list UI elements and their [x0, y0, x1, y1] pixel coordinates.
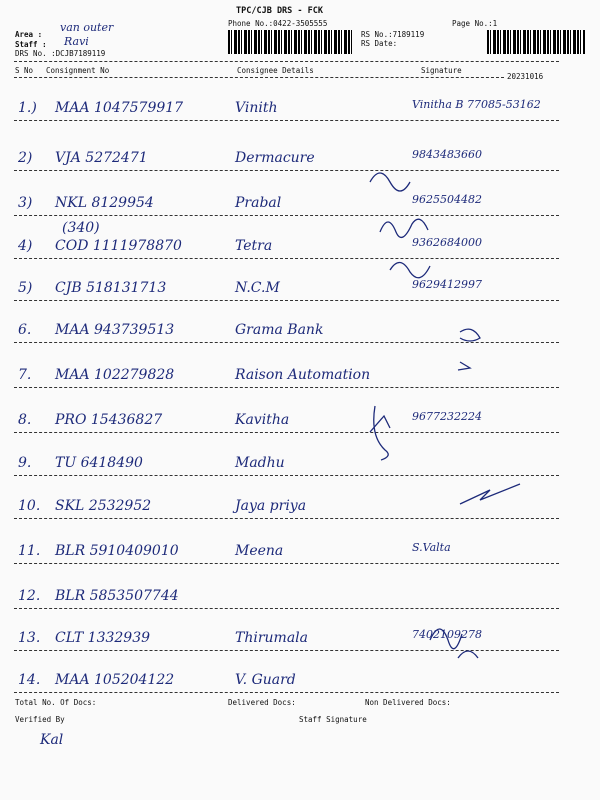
- consignment-number: TU 6418490: [55, 455, 143, 471]
- signature-note: Vinitha B 77085-53162: [412, 98, 541, 111]
- consignment-number: MAA 105204122: [55, 672, 175, 688]
- row-number: 12.: [18, 588, 41, 604]
- consignee-name: Thirumala: [235, 630, 308, 646]
- area-label: Area :: [15, 30, 43, 39]
- consignment-number: BLR 5853507744: [55, 588, 179, 604]
- consignee-name: Raison Automation: [235, 367, 371, 383]
- row-number: 10.: [18, 498, 41, 514]
- row-divider: [14, 692, 559, 693]
- staff-label: Staff :: [15, 40, 47, 49]
- consignee-name: Kavitha: [235, 412, 290, 428]
- page-number: Page No.:1: [452, 19, 498, 28]
- consignment-number: VJA 5272471: [55, 150, 148, 166]
- consignee-name: Grama Bank: [235, 322, 324, 338]
- row-number: 4): [18, 238, 33, 254]
- col-sno: S No: [15, 66, 34, 75]
- row-number: 3): [18, 195, 33, 211]
- area-handwritten: van outer: [60, 21, 114, 34]
- consignee-name: Meena: [235, 543, 284, 559]
- column-divider: [14, 77, 504, 78]
- signature-note: 9625504482: [412, 193, 482, 206]
- col-consignment: Consignment No: [46, 66, 110, 75]
- consignee-name: N.C.M: [235, 280, 280, 296]
- consignment-number: SKL 2532952: [55, 498, 152, 514]
- consignee-name: Vinith: [235, 100, 278, 116]
- signature-note: 9629412997: [412, 278, 482, 291]
- consignment-number: MAA 943739513: [55, 322, 175, 338]
- rs-date: RS Date:: [361, 39, 398, 48]
- row-number: 8.: [18, 412, 32, 428]
- consignment-number: BLR 5910409010: [55, 543, 179, 559]
- row-number: 9.: [18, 455, 32, 471]
- total-docs: Total No. Of Docs:: [15, 698, 97, 707]
- consignment-number: COD 1111978870: [55, 238, 182, 254]
- non-delivered-docs: Non Delivered Docs:: [365, 698, 451, 707]
- signature-note: 7402109278: [412, 628, 482, 641]
- signature-note: 9843483660: [412, 148, 482, 161]
- consignee-name: Tetra: [235, 238, 273, 254]
- verifier-signature: Kal: [40, 732, 64, 748]
- consignee-name: Madhu: [235, 455, 285, 471]
- row-number: 1.): [18, 100, 37, 116]
- consignment-number: MAA 1047579917: [55, 100, 184, 116]
- amount-note: (340): [62, 220, 100, 236]
- consignment-number: MAA 102279828: [55, 367, 175, 383]
- row-divider: [14, 120, 559, 121]
- rs-barcode: [487, 30, 585, 54]
- signature-note: S.Valta: [412, 541, 451, 554]
- row-number: 14.: [18, 672, 41, 688]
- header-divider: [14, 61, 559, 62]
- row-number: 2): [18, 150, 33, 166]
- date-stamp: 20231016: [507, 72, 544, 81]
- consignment-number: PRO 15436827: [55, 412, 163, 428]
- consignment-number: CLT 1332939: [55, 630, 151, 646]
- consignee-name: Jaya priya: [235, 498, 307, 514]
- row-number: 13.: [18, 630, 41, 646]
- row-number: 11.: [18, 543, 41, 559]
- rs-number: RS No.:7189119: [361, 30, 425, 39]
- row-number: 6.: [18, 322, 32, 338]
- drs-number: DRS No. :DCJB7189119: [15, 49, 106, 58]
- row-number: 5): [18, 280, 33, 296]
- consignment-number: CJB 518131713: [55, 280, 167, 296]
- col-signature: Signature: [421, 66, 462, 75]
- staff-handwritten: Ravi: [64, 35, 89, 48]
- staff-signature: Staff Signature: [299, 715, 367, 724]
- consignee-name: Dermacure: [235, 150, 315, 166]
- consignee-name: Prabal: [235, 195, 282, 211]
- verified-by: Verified By: [15, 715, 65, 724]
- row-number: 7.: [18, 367, 32, 383]
- signature-marks: [360, 170, 560, 670]
- consignment-number: NKL 8129954: [55, 195, 154, 211]
- document-title: TPC/CJB DRS - FCK: [236, 6, 323, 16]
- delivered-docs: Delivered Docs:: [228, 698, 296, 707]
- col-consignee: Consignee Details: [237, 66, 314, 75]
- consignee-name: V. Guard: [235, 672, 296, 688]
- drs-barcode: [228, 30, 352, 54]
- signature-note: 9362684000: [412, 236, 482, 249]
- phone-number: Phone No.:0422-3505555: [228, 19, 328, 28]
- signature-note: 9677232224: [412, 410, 482, 423]
